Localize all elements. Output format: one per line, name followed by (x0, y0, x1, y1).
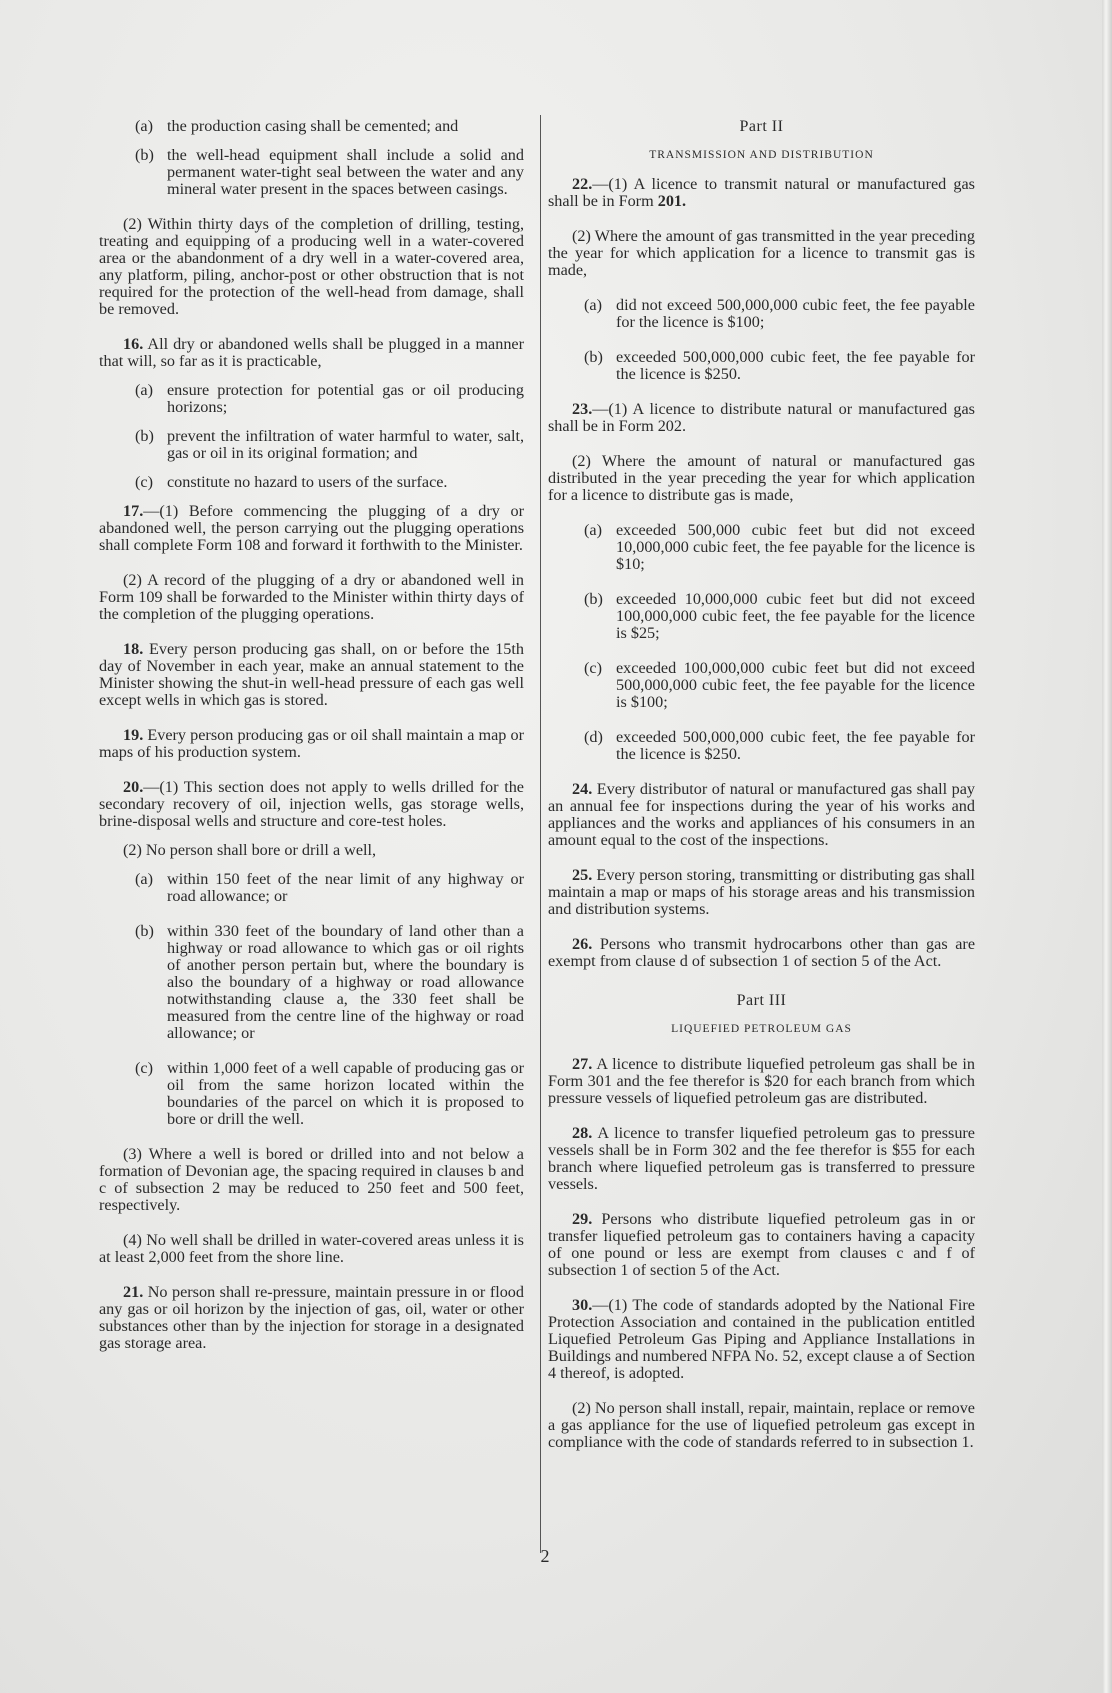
clause-23c: (c) exceeded 100,000,000 cubic feet but did not exceed 500,000,000 cubic feet, the fee payable for the licence is $100; (584, 659, 975, 711)
subsection-17-2: (2) A record of the plugging of a dry or abandoned well in Form 109 shall be forwarded to the Minister within thirty days of the completion of the plugging operations. (99, 571, 524, 623)
column-divider (540, 115, 541, 1553)
clause-23a: (a) exceeded 500,000 cubic feet but did not exceed 10,000,000 cubic feet, the fee payable for the licence is $10; (584, 521, 975, 573)
section-24: 24. Every distributor of natural or manufactured gas shall pay an annual fee for inspections during the year of his works and appliances and the works and appliances of his consumers in an amount equal to the cost of the inspections. (548, 780, 976, 849)
right-column (548, 118, 975, 1451)
subsection-20-2: (2) No person shall bore or drill a well, (123, 841, 377, 859)
section-27: 27. A licence to distribute liquefied petroleum gas shall be in Form 301 and the fee therefor is $20 for each branch from which pressure vessels of liquefied petroleum gas are distributed. (548, 1055, 976, 1107)
section-21: 21. No person shall re-pressure, maintain pressure in or flood any gas or oil horizon by the injection of gas, oil, water or other substances other than by the injection for storage in a designated gas storage area. (99, 1283, 524, 1352)
section-19: 19. Every person producing gas or oil shall maintain a map or maps of his production system. (99, 726, 524, 761)
clause-22b: (b) exceeded 500,000,000 cubic feet, the fee payable for the licence is $250. (584, 348, 975, 383)
section-17: 17.—(1) Before commencing the plugging of a dry or abandoned well, the person carrying out the plugging operations shall complete Form 108 and forward it forthwith to the Minister. (99, 502, 524, 554)
part-iii-heading: Part III (736, 992, 787, 1009)
clause-15-1b: (b) the well-head equipment shall include a solid and permanent water-tight seal between the water and any mineral water present in the spaces between casings. (135, 146, 524, 198)
clause-20c: (c) within 1,000 feet of a well capable of producing gas or oil from the same horizon located within the boundaries of the parcel on which it is proposed to bore or drill the well. (135, 1059, 524, 1128)
clause-20a: (a) within 150 feet of the near limit of any highway or road allowance; or (135, 870, 524, 905)
clause-23d: (d) exceeded 500,000,000 cubic feet, the fee payable for the licence is $250. (584, 728, 975, 763)
left-column (99, 118, 524, 1352)
subsection-20-4: (4) No well shall be drilled in water-covered areas unless it is at least 2,000 feet from the shore line. (99, 1231, 524, 1266)
section-26: 26. Persons who transmit hydrocarbons other than gas are exempt from clause d of subsection 1 of section 5 of the Act. (548, 935, 976, 970)
clause-20b: (b) within 330 feet of the boundary of land other than a highway or road allowance to which gas or oil rights of another person pertain but, where the boundary is also the boundary of a highway or road allowance notwithstanding clause a, the 330 feet shall be measured from the centre line of the highway or road allowance; or (135, 922, 524, 1042)
clause-23b: (b) exceeded 10,000,000 cubic feet but did not exceed 100,000,000 cubic feet, the fee payable for the licence is $25; (584, 590, 975, 642)
section-22: 22.—(1) A licence to transmit natural or manufactured gas shall be in Form 201. (548, 175, 975, 210)
part-ii-heading: Part II (739, 118, 784, 135)
section-20: 20.—(1) This section does not apply to wells drilled for the secondary recovery of oil, injection wells, gas storage wells, brine-disposal wells and structure and core-test holes. (99, 778, 524, 830)
subsection-20-3: (3) Where a well is bored or drilled into and not below a formation of Devonian age, the spacing required in clauses b and c of subsection 2 may be reduced to 250 feet and 500 feet, respectively. (99, 1145, 524, 1214)
section-16: 16. All dry or abandoned wells shall be plugged in a manner that will, so far as it is practicable, (99, 335, 524, 370)
section-25: 25. Every person storing, transmitting or distributing gas shall maintain a map or maps of his storage areas and his transmission and distribution systems. (548, 866, 976, 918)
clause-16b: (b) prevent the infiltration of water harmful to water, salt, gas or oil in its original formation; and (135, 427, 524, 462)
subsection-23-2: (2) Where the amount of natural or manufactured gas distributed in the year preceding the year for which application for a licence to distribute gas is made, (548, 452, 975, 504)
subsection-15-2: (2) Within thirty days of the completion of drilling, testing, treating and equipping of a producing well in a water-covered area or the abandonment of a dry well in a water-covered area, any platform, piling, anchor-post or other obstruction that is not required for the protection of the well-head from damage, shall be removed. (99, 215, 524, 318)
section-30: 30.—(1) The code of standards adopted by the National Fire Protection Association and contained in the publication entitled Liquefied Petroleum Gas Piping and Appliance Installations in Buildings and numbered NFPA No. 52, except clause a of Section 4 thereof, is adopted. (548, 1296, 975, 1382)
clause-16c: (c) constitute no hazard to users of the surface. (135, 473, 448, 491)
clause-22a: (a) did not exceed 500,000,000 cubic feet, the fee payable for the licence is $100; (584, 296, 975, 331)
clause-15-1a: (a) the production casing shall be cemented; and (135, 117, 459, 135)
subsection-30-2: (2) No person shall install, repair, maintain, replace or remove a gas appliance for the use of liquefied petroleum gas except in compliance with the code of standards referred to in subsection 1. (548, 1399, 975, 1451)
page-number: 2 (540, 1546, 550, 1566)
page-edge (1102, 0, 1112, 1693)
part-iii-subheading: LIQUEFIED PETROLEUM GAS (671, 1023, 852, 1035)
part-ii-subheading: TRANSMISSION AND DISTRIBUTION (649, 149, 874, 161)
clause-16a: (a) ensure protection for potential gas or oil producing horizons; (135, 381, 524, 416)
section-29: 29. Persons who distribute liquefied petroleum gas in or transfer liquefied petroleum gas to containers having a capacity of one pound or less are exempt from clauses c and f of subsection 1 of section 5 of the Act. (548, 1210, 976, 1279)
section-18: 18. Every person producing gas shall, on or before the 15th day of November in each year, make an annual statement to the Minister showing the shut-in well-head pressure of each gas well except wells in which gas is stored. (99, 640, 524, 709)
subsection-22-2: (2) Where the amount of gas transmitted in the year preceding the year for which application for a licence to transmit gas is made, (548, 227, 975, 279)
section-23: 23.—(1) A licence to distribute natural or manufactured gas shall be in Form 202. (548, 400, 975, 435)
section-28: 28. A licence to transfer liquefied petroleum gas to pressure vessels shall be in Form 302 and the fee therefor is $55 for each branch where liquefied petroleum gas is transferred to pressure vessels. (548, 1124, 975, 1193)
